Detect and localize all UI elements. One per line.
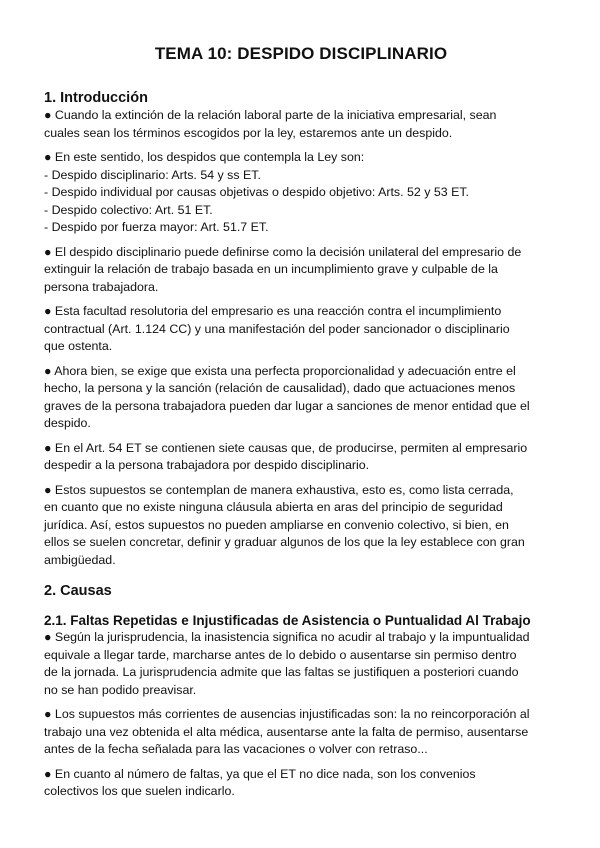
paragraph: [44, 629, 558, 699]
text-line: no se han podido preavisar.: [44, 682, 197, 697]
paragraph: [44, 107, 558, 142]
text-line: ● Los supuestos más corrientes de ausencias injustificadas son: la no reincorporación al: [44, 707, 530, 721]
text-line: contractual (Art. 1.124 CC) y una manifestación del poder sancionador o disciplinario: [44, 321, 510, 336]
paragraph: [44, 149, 558, 237]
text-line: equivale a llegar tarde, marcharse antes de lo debido o ausentarse sin permiso dentro: [44, 647, 517, 662]
text-line: antes de la fecha señalada para las vacaciones o volver con retraso...: [44, 742, 428, 756]
text-line: extinguir la relación de trabajo basada en un incumplimiento grave y culpable de la: [44, 262, 498, 276]
text-line: ● Esta facultad resolutoria del empresario es una reacción contra el incumplimiento: [44, 304, 502, 318]
paragraph: [44, 244, 558, 297]
paragraph: [44, 766, 558, 801]
text-line: trabajo una vez obtenida el alta médica, ausentarse ante la falta de permiso, ausentarse: [44, 724, 529, 739]
paragraph: [44, 706, 558, 759]
section-body: [44, 107, 558, 569]
section-heading: 1. Introducción: [44, 90, 148, 106]
text-line: ellos se suelen concretar, definir y graduar algunos de los que la ley establece con gran: [44, 535, 525, 549]
document-title: TEMA 10: DESPIDO DISCIPLINARIO: [154, 44, 448, 63]
text-line: despido.: [44, 416, 91, 430]
section-introduccion: [44, 90, 558, 569]
paragraph: [44, 482, 558, 570]
text-line: ● En cuanto al número de faltas, ya que el ET no dice nada, son los convenios: [44, 766, 476, 781]
text-line: ● Según la jurisprudencia, la inasistencia significa no acudir al trabajo y la impuntualidad: [44, 630, 530, 644]
text-line: ● El despido disciplinario puede definirse como la decisión unilateral del empresario de: [44, 244, 522, 259]
text-line: - Despido por fuerza mayor: Art. 51.7 ET.: [44, 220, 269, 234]
text-line: que ostenta.: [44, 339, 113, 353]
text-line: ● Cuando la extinción de la relación laboral parte de la iniciativa empresarial, sean: [44, 108, 497, 122]
text-line: ● Estos supuestos se contemplan de manera exhaustiva, esto es, como lista cerrada,: [44, 482, 514, 497]
text-line: graves de la persona trabajadora pueden dar lugar a sanciones de menor entidad que el: [44, 398, 530, 413]
paragraph: [44, 363, 558, 433]
text-line: despedir a la persona trabajadora por despido disciplinario.: [44, 458, 370, 472]
text-line: cuales sean los términos escogidos por la ley, estaremos ante un despido.: [44, 125, 453, 140]
text-line: ● En el Art. 54 ET se contienen siete causas que, de producirse, permiten al empresario: [44, 440, 528, 455]
text-line: jurídica. Así, estos supuestos no pueden ampliarse en convenio colectivo, si bien, en: [44, 517, 509, 532]
text-line: ● Ahora bien, se exige que exista una perfecta proporcionalidad y adecuación entre el: [44, 363, 516, 378]
text-line: - Despido disciplinario: Arts. 54 y ss ET.: [44, 167, 261, 182]
paragraph: [44, 440, 558, 475]
subsection-heading: 2.1. Faltas Repetidas e Injustificadas de Asistencia o Puntualidad Al Trabajo: [44, 613, 531, 628]
section-causas: [44, 583, 558, 801]
text-line: colectivos los que suelen indicarlo.: [44, 784, 235, 798]
text-line: ambigüedad.: [44, 552, 116, 567]
text-line: - Despido colectivo: Art. 51 ET.: [44, 202, 213, 217]
text-line: - Despido individual por causas objetivas o despido objetivo: Arts. 52 y 53 ET.: [44, 185, 469, 199]
text-line: en cuanto que no existe ninguna cláusula abierta en aras del principio de seguridad: [44, 500, 503, 514]
text-line: persona trabajadora.: [44, 279, 159, 294]
paragraph: [44, 303, 558, 356]
text-line: de la jornada. La jurisprudencia admite que las faltas se justifiquen a posteriori cuando: [44, 665, 519, 679]
text-line: hecho, la persona y la sanción (relación de causalidad), dado que actuaciones menos: [44, 381, 516, 395]
text-line: ● En este sentido, los despidos que contempla la Ley son:: [44, 150, 365, 164]
section-heading: 2. Causas: [44, 583, 112, 599]
section-body: [44, 629, 558, 801]
